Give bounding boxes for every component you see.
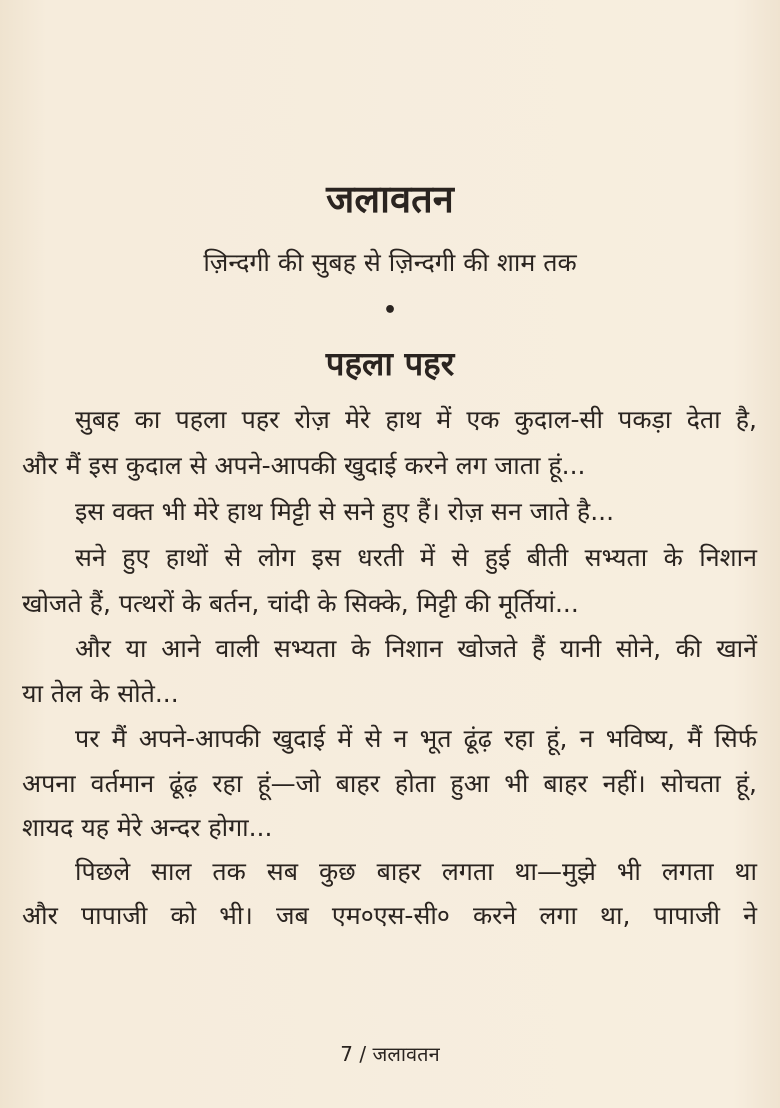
separator-bullet: • (382, 298, 398, 323)
chapter-subtitle: ज़िन्दगी की सुबह से ज़िन्दगी की शाम तक (203, 248, 577, 277)
body-line: और मैं इस कुदाल से अपने-आपकी खुदाई करने लग जाता हूं... (22, 451, 586, 480)
body-line: और या आने वाली सभ्यता के निशान खोजते हैं यानी सोने, की खानें (75, 634, 757, 663)
body-line: और पापाजी को भी। जब एम०एस-सी० करने लगा था, पापाजी ने (22, 901, 757, 930)
body-line: इस वक्त भी मेरे हाथ मिट्टी से सने हुए हैं। रोज़ सन जाते है... (75, 497, 615, 526)
body-line: या तेल के सोते... (22, 679, 179, 708)
body-line: सुबह का पहला पहर रोज़ मेरे हाथ में एक कुदाल-सी पकड़ा देता है, (75, 405, 757, 434)
section-heading: पहला पहर (325, 344, 455, 383)
chapter-title: जलावतन (326, 177, 454, 221)
body-line: पर मैं अपने-आपकी खुदाई में से न भूत ढूंढ़ रहा हूं, न भविष्य, मैं सिर्फ (75, 724, 757, 753)
body-line: शायद यह मेरे अन्दर होगा... (22, 813, 273, 842)
body-line: खोजते हैं, पत्थरों के बर्तन, चांदी के सिक्के, मिट्टी की मूर्तियां... (22, 589, 579, 618)
page-footer: 7 / जलावतन (340, 1042, 440, 1066)
body-line: सने हुए हाथों से लोग इस धरती में से हुई बीती सभ्यता के निशान (75, 543, 757, 572)
body-line: अपना वर्तमान ढूंढ़ रहा हूं—जो बाहर होता हुआ भी बाहर नहीं। सोचता हूं, (22, 769, 757, 798)
body-line: पिछले साल तक सब कुछ बाहर लगता था—मुझे भी लगता था (75, 857, 757, 886)
